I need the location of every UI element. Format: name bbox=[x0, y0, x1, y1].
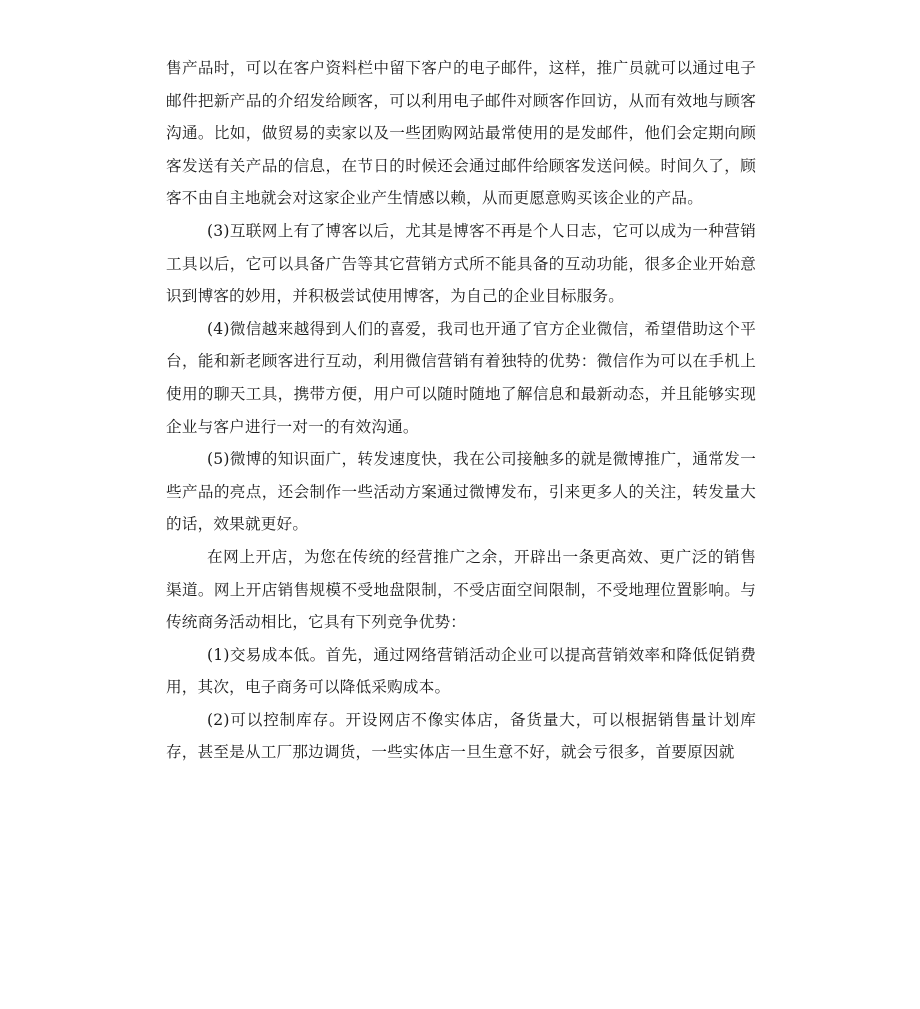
paragraph-weibo-marketing: (5)微博的知识面广，转发速度快，我在公司接触多的就是微博推广，通常发一些产品的亮点，还会制作一些活动方案通过微博发布，引来更多人的关注，转发量大的话，效果就更好。 bbox=[166, 450, 756, 534]
paragraph-inventory-control: (2)可以控制库存。开设网店不像实体店，备货量大，可以根据销售量计划库存，甚至是从工厂那边调货，一些实体店一旦生意不好，就会亏很多，首要原因就 bbox=[166, 710, 756, 762]
paragraph-online-store: 在网上开店，为您在传统的经营推广之余，开辟出一条更高效、更广泛的销售渠道。网上开店销售规模不受地盘限制，不受店面空间限制，不受地理位置影响。与传统商务活动相比，它具有下列竞争优势： bbox=[166, 547, 756, 632]
paragraph-low-transaction-cost: (1)交易成本低。首先，通过网络营销活动企业可以提高营销效率和降低促销费用，其次，电子商务可以降低采购成本。 bbox=[166, 645, 756, 697]
body-text bbox=[166, 52, 756, 769]
paragraph-email-marketing: 售产品时，可以在客户资料栏中留下客户的电子邮件，这样，推广员就可以通过电子邮件把新产品的介绍发给顾客，可以利用电子邮件对顾客作回访，从而有效地与顾客沟通。比如，做贸易的卖家以及一些团购网站最常使用的是发邮件，他们会定期向顾客发送有关产品的信息，在节日的时候还会通过邮件给顾客发送问候。时间久了，顾客不由自主地就会对这家企业产生情感以赖，从而更愿意购买该企业的产品。 bbox=[166, 59, 756, 208]
paragraph-wechat-marketing: (4)微信越来越得到人们的喜爱，我司也开通了官方企业微信，希望借助这个平台，能和新老顾客进行互动，利用微信营销有着独特的优势：微信作为可以在手机上使用的聊天工具，携带方便，用户可以随时随地了解信息和最新动态，并且能够实现企业与客户进行一对一的有效沟通。 bbox=[166, 319, 756, 436]
paragraph-blog-marketing: (3)互联网上有了博客以后，尤其是博客不再是个人日志，它可以成为一种营销工具以后，它可以具备广告等其它营销方式所不能具备的互动功能，很多企业开始意识到博客的妙用，并积极尝试使用博客，为自己的企业目标服务。 bbox=[166, 221, 756, 306]
